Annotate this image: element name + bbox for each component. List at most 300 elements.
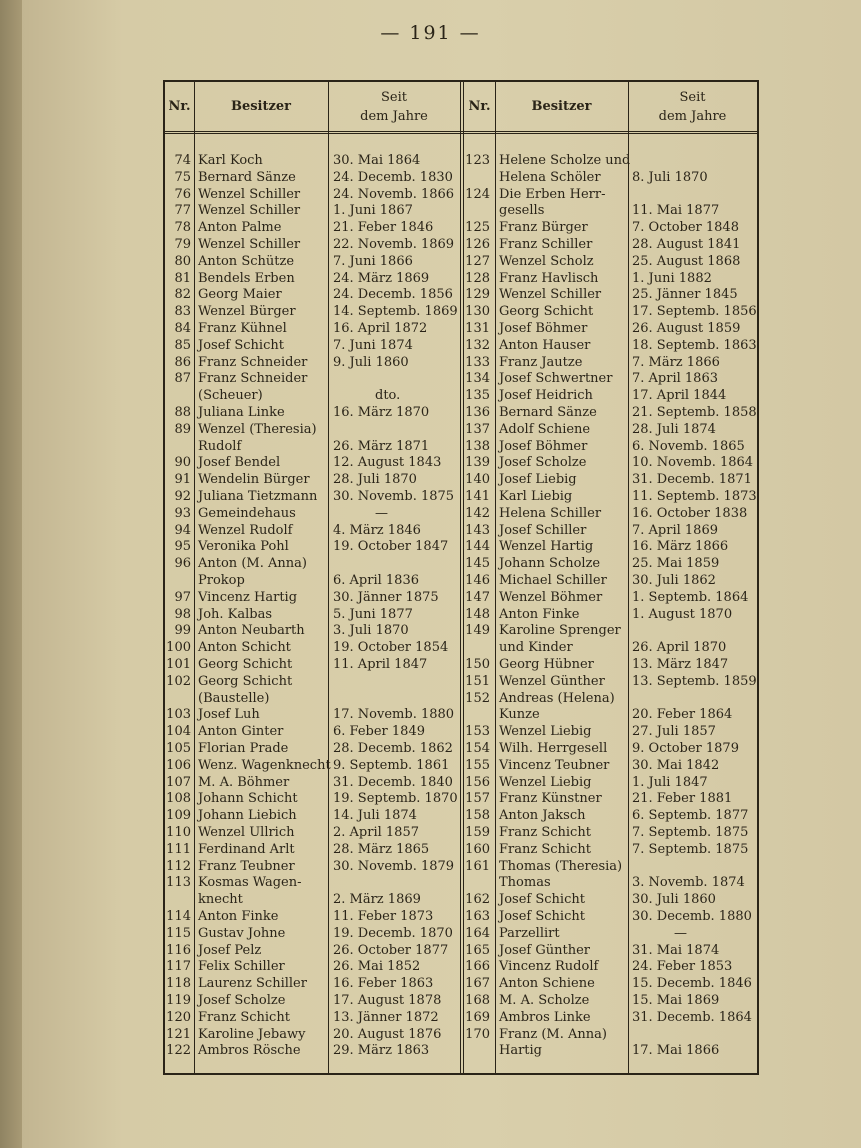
owner-name: Franz Havlisch: [499, 270, 599, 286]
since-date: 3. Juli 1870: [333, 623, 409, 639]
owner-name: Anton Hauser: [499, 337, 591, 353]
table-row: [165, 1009, 757, 1026]
row-number: 139: [465, 455, 490, 471]
row-number: 108: [166, 791, 191, 807]
owner-name: Josef Böhmer: [499, 438, 588, 454]
owner-name: Franz Jautze: [499, 354, 583, 370]
row-number: 79: [174, 237, 191, 252]
since-date: 9. Septemb. 1861: [333, 757, 450, 773]
since-date: 30. Juli 1862: [632, 573, 716, 588]
owner-name: Veronika Pohl: [198, 539, 289, 555]
table-row: [165, 774, 757, 791]
owner-name: Franz Teubner: [198, 858, 295, 874]
row-number: 122: [166, 1043, 191, 1059]
since-date: 21. Septemb. 1858: [632, 405, 757, 420]
owner-name: Franz Bürger: [499, 220, 588, 236]
table-row: [165, 488, 757, 505]
table-row: [165, 874, 757, 891]
since-date: 8. Juli 1870: [632, 169, 708, 185]
since-date: 7. Septemb. 1875: [632, 825, 749, 840]
owner-name: Vincenz Rudolf: [499, 959, 599, 975]
row-number: 123: [465, 153, 490, 168]
since-date: 7. März 1866: [632, 354, 720, 370]
table-row: [165, 505, 757, 522]
owner-name: Ferdinand Arlt: [198, 841, 295, 857]
since-date: 7. April 1869: [632, 522, 718, 538]
row-number: 97: [174, 589, 191, 605]
owner-name: Wenzel Schiller: [198, 203, 301, 219]
since-date: 31. Decemb. 1840: [333, 774, 453, 790]
owner-name: Gustav Johne: [198, 925, 286, 941]
row-number: 109: [166, 808, 191, 824]
header-besitzer-left: Besitzer: [230, 99, 292, 114]
owner-name: Johann Schicht: [198, 791, 298, 807]
owner-name: gesells: [499, 203, 545, 219]
since-date: 26. Mai 1852: [333, 959, 421, 975]
row-number: 144: [465, 539, 490, 555]
since-date: 1. Juni 1867: [333, 203, 413, 219]
since-date: 11. Septemb. 1873: [632, 489, 757, 504]
row-number: 147: [465, 589, 490, 605]
since-date: 28. Juli 1874: [632, 421, 716, 437]
since-date: 24. Feber 1853: [632, 959, 733, 975]
row-number: 135: [465, 388, 490, 404]
row-number: 162: [465, 892, 490, 908]
since-date: 14. Juli 1874: [333, 808, 417, 824]
row-number: 159: [465, 825, 490, 840]
owner-name: Franz Kühnel: [198, 321, 287, 336]
row-number: 151: [465, 673, 490, 689]
since-date: 17. August 1878: [333, 993, 442, 1008]
table-row: [165, 1042, 757, 1059]
owners-table: [163, 80, 759, 1075]
since-date: 19. Septemb. 1870: [333, 791, 458, 807]
table-row: [165, 337, 757, 354]
since-date: 25. Jänner 1845: [632, 287, 738, 303]
owner-name: Josef Schicht: [499, 909, 585, 924]
table-row: [165, 656, 757, 673]
row-number: 169: [465, 1009, 490, 1025]
row-number: 127: [465, 253, 490, 269]
table-row: [165, 858, 757, 875]
owner-name: Helene Scholze und: [499, 153, 631, 168]
since-date: 7. Juni 1866: [333, 253, 413, 269]
owner-name: Wenzel Schiller: [198, 237, 301, 252]
row-number: 148: [465, 606, 490, 622]
row-number: 74: [174, 153, 191, 168]
table-row: [165, 320, 757, 337]
since-date: 31. Mai 1874: [632, 942, 720, 958]
owner-name: M. A. Böhmer: [198, 774, 290, 790]
row-number: 106: [166, 757, 191, 773]
row-number: 118: [166, 976, 191, 992]
owner-name: Thomas (Theresia): [499, 858, 623, 874]
row-number: 124: [465, 186, 490, 202]
table-row: [165, 622, 757, 639]
since-date: 31. Decemb. 1871: [632, 472, 752, 488]
owner-name: Bernard Sänze: [499, 405, 597, 420]
table-row: [165, 606, 757, 623]
row-number: 130: [465, 304, 490, 320]
row-number: 170: [465, 1026, 490, 1042]
since-date: 28. März 1865: [333, 841, 430, 857]
row-number: 158: [465, 808, 490, 824]
since-date: 28. August 1841: [632, 237, 741, 252]
owner-name: Vincenz Teubner: [499, 757, 610, 773]
owner-name: Johann Liebich: [198, 808, 297, 824]
row-number: 165: [465, 942, 490, 958]
row-number: 95: [174, 539, 191, 555]
row-number: 77: [174, 203, 191, 219]
owner-name: und Kinder: [499, 640, 573, 656]
row-number: 132: [465, 337, 490, 353]
row-number: 94: [174, 522, 191, 538]
table-row: [165, 219, 757, 236]
owner-name: Ambros Linke: [499, 1009, 591, 1025]
table-row: [165, 370, 757, 387]
since-date: 6. Feber 1849: [333, 724, 425, 740]
owner-name: Wenzel Bürger: [198, 304, 296, 320]
owner-name: Johann Scholze: [499, 556, 601, 572]
row-number: 88: [174, 405, 191, 420]
since-date: 11. April 1847: [333, 657, 428, 672]
header-nr-right: Nr.: [468, 99, 491, 114]
row-number: 152: [465, 690, 490, 706]
owner-name: Anton Palme: [198, 220, 282, 236]
since-date: 25. August 1868: [632, 253, 741, 269]
row-number: 142: [465, 505, 490, 521]
since-date: 16. März 1866: [632, 539, 729, 555]
row-number: 75: [174, 169, 191, 185]
row-number: 84: [174, 321, 191, 336]
row-number: 104: [166, 724, 191, 740]
since-date: 7. October 1848: [632, 220, 739, 236]
owner-name: Bendels Erben: [198, 270, 295, 286]
since-date: 7. Septemb. 1875: [632, 841, 749, 857]
table-row: [165, 975, 757, 992]
owner-name: Laurenz Schiller: [198, 976, 307, 992]
row-number: 80: [174, 253, 191, 269]
row-number: 143: [465, 522, 490, 538]
owner-name: Josef Pelz: [198, 942, 262, 958]
row-number: 100: [166, 640, 191, 656]
table-row: [165, 639, 757, 656]
owner-name: Anton Schütze: [198, 253, 295, 269]
table-row: [165, 169, 757, 186]
row-number: 150: [465, 657, 490, 672]
owner-name: Karl Koch: [198, 153, 263, 168]
owner-name: Franz Schneider: [198, 354, 308, 370]
table-row: [165, 572, 757, 589]
owner-name: Die Erben Herr-: [499, 186, 606, 202]
owner-name: Franz Schneider: [198, 371, 308, 387]
since-date: 30. Novemb. 1875: [333, 489, 455, 504]
since-date: 19. Decemb. 1870: [333, 925, 453, 941]
since-date: 28. Decemb. 1862: [333, 741, 453, 756]
table-row: [165, 757, 757, 774]
row-number: 120: [166, 1009, 191, 1025]
since-date: 30. Decemb. 1880: [632, 909, 752, 924]
table-row: [165, 354, 757, 371]
owner-name: Georg Schicht: [198, 657, 293, 672]
table-row: [165, 673, 757, 690]
row-number: 102: [166, 673, 191, 689]
since-date: 17. Novemb. 1880: [333, 707, 455, 723]
owner-name: Parzellirt: [499, 925, 560, 941]
owner-name: Josef Böhmer: [499, 321, 588, 336]
since-date: —: [674, 925, 687, 941]
row-number: 103: [166, 707, 191, 723]
row-number: 161: [465, 858, 490, 874]
since-date: 14. Septemb. 1869: [333, 304, 458, 320]
since-date: 15. Decemb. 1846: [632, 976, 752, 992]
header-seit-left: [328, 82, 460, 131]
since-date: 27. Juli 1857: [632, 724, 716, 740]
row-number: 156: [465, 774, 490, 790]
since-date: 2. April 1857: [333, 825, 419, 840]
row-number: 126: [465, 237, 490, 252]
since-date: 20. August 1876: [333, 1026, 442, 1042]
owner-name: Juliana Linke: [198, 405, 285, 420]
row-number: 149: [465, 623, 490, 639]
owner-name: Josef Günther: [499, 942, 590, 958]
owner-name: Georg Schicht: [198, 673, 293, 689]
row-number: 107: [166, 774, 191, 790]
since-date: 22. Novemb. 1869: [333, 237, 455, 252]
row-number: 76: [174, 186, 191, 202]
row-number: 125: [465, 220, 490, 236]
since-date: 24. März 1869: [333, 270, 430, 286]
since-date: 7. April 1863: [632, 371, 718, 387]
row-number: 138: [465, 438, 490, 454]
page-number: — 191 —: [380, 22, 481, 44]
owner-name: Vincenz Hartig: [198, 589, 298, 605]
page-binding-edge: [0, 0, 22, 1148]
row-number: 137: [465, 421, 490, 437]
owner-name: Gemeindehaus: [198, 505, 296, 521]
row-number: 117: [166, 959, 191, 975]
owner-name: Wendelin Bürger: [198, 472, 310, 488]
owner-name: Rudolf: [198, 438, 242, 454]
owner-name: Wenz. Wagenknecht: [198, 757, 331, 773]
row-number: 141: [465, 489, 490, 504]
row-number: 121: [166, 1026, 191, 1042]
row-number: 160: [465, 841, 490, 857]
owner-name: Wenzel Ullrich: [198, 825, 295, 840]
owner-name: Wenzel Liebig: [499, 724, 592, 740]
since-date: 13. März 1847: [632, 657, 729, 672]
owner-name: Wenzel Liebig: [499, 774, 592, 790]
since-date: 17. Septemb. 1856: [632, 304, 757, 320]
owner-name: Karoline Sprenger: [499, 623, 621, 639]
since-date: 28. Juli 1870: [333, 472, 417, 488]
row-number: 83: [174, 304, 191, 320]
owner-name: Franz Schicht: [499, 841, 591, 857]
table-row: [165, 303, 757, 320]
row-number: 110: [166, 825, 191, 840]
table-row: [165, 522, 757, 539]
since-date: 31. Decemb. 1864: [632, 1009, 752, 1025]
row-number: 145: [465, 556, 490, 572]
since-date: 6. Novemb. 1865: [632, 438, 745, 454]
row-number: 82: [174, 287, 191, 303]
since-date: 9. Juli 1860: [333, 354, 409, 370]
since-date: 12. August 1843: [333, 455, 442, 471]
owner-name: (Scheuer): [198, 388, 263, 404]
row-number: 105: [166, 741, 191, 756]
table-row: [165, 387, 757, 404]
table-row: [165, 454, 757, 471]
owner-name: M. A. Scholze: [499, 993, 590, 1008]
owner-name: Franz Künstner: [499, 791, 602, 807]
since-date: 21. Feber 1846: [333, 220, 434, 236]
row-number: 136: [465, 405, 490, 420]
owner-name: Georg Schicht: [499, 304, 594, 320]
owner-name: Kosmas Wagen-: [198, 875, 302, 891]
owner-name: Josef Schicht: [198, 337, 284, 353]
row-number: 91: [174, 472, 191, 488]
header-besitzer-right: Besitzer: [531, 99, 592, 114]
row-number: 128: [465, 270, 490, 286]
since-date: 16. Feber 1863: [333, 976, 434, 992]
table-row: [165, 908, 757, 925]
row-number: 166: [465, 959, 490, 975]
owner-name: Josef Schicht: [499, 892, 585, 908]
owner-name: Wenzel Scholz: [499, 253, 594, 269]
since-date: 18. Septemb. 1863: [632, 337, 757, 353]
table-row: [165, 891, 757, 908]
since-date: 6. Septemb. 1877: [632, 808, 749, 824]
owner-name: Anton Neubarth: [198, 623, 305, 639]
row-number: 87: [174, 371, 191, 387]
since-date: 26. März 1871: [333, 438, 430, 454]
since-date: 13. Septemb. 1859: [632, 673, 757, 689]
owner-name: Wenzel Hartig: [499, 539, 594, 555]
since-date: 26. August 1859: [632, 321, 741, 336]
table-row: [165, 404, 757, 421]
row-number: 81: [174, 270, 191, 286]
table-row: [165, 790, 757, 807]
since-date: 15. Mai 1869: [632, 993, 720, 1008]
row-number: 101: [166, 657, 191, 672]
header-seit-line1: Seit: [381, 89, 407, 105]
owner-name: Franz Schicht: [198, 1009, 290, 1025]
owner-name: Anton Finke: [499, 606, 580, 622]
since-date: 2. März 1869: [333, 892, 421, 908]
since-date: 30. Jänner 1875: [333, 589, 439, 605]
since-date: 1. August 1870: [632, 606, 733, 622]
owner-name: Juliana Tietzmann: [198, 489, 318, 504]
table-row: [165, 270, 757, 287]
table-row: [165, 740, 757, 757]
row-number: 134: [465, 371, 490, 387]
since-date: —: [375, 505, 388, 521]
since-date: 24. Decemb. 1856: [333, 287, 453, 303]
owner-name: Anton Finke: [198, 909, 279, 924]
owner-name: Josef Bendel: [198, 455, 281, 471]
table-row: [165, 286, 757, 303]
row-number: 131: [465, 321, 490, 336]
row-number: 112: [166, 858, 191, 874]
since-date: 19. October 1847: [333, 539, 449, 555]
owner-name: Josef Heidrich: [499, 388, 593, 404]
table-row: [165, 438, 757, 455]
owner-name: Georg Hübner: [499, 657, 594, 672]
since-date: 19. October 1854: [333, 640, 449, 656]
since-date: 21. Feber 1881: [632, 791, 733, 807]
since-date: 17. April 1844: [632, 388, 727, 404]
owner-name: Wenzel Schiller: [198, 186, 301, 202]
table-row: [165, 706, 757, 723]
table-row: [165, 958, 757, 975]
owner-name: Karoline Jebawy: [198, 1026, 306, 1042]
owner-name: Franz Schicht: [499, 825, 591, 840]
row-number: 78: [174, 220, 191, 236]
owner-name: Ambros Rösche: [198, 1043, 301, 1059]
table-row: [165, 841, 757, 858]
owner-name: Josef Scholze: [499, 455, 587, 471]
row-number: 93: [174, 505, 191, 521]
since-date: 3. Novemb. 1874: [632, 875, 745, 891]
row-number: 154: [465, 741, 490, 756]
row-number: 116: [166, 942, 191, 958]
owner-name: Adolf Schiene: [499, 421, 591, 437]
row-number: 113: [166, 875, 191, 891]
row-number: 153: [465, 724, 490, 740]
since-date: 11. Feber 1873: [333, 909, 434, 924]
owner-name: Karl Liebig: [499, 489, 573, 504]
since-date: 25. Mai 1859: [632, 556, 720, 572]
table-row: [165, 538, 757, 555]
owner-name: Bernard Sänze: [198, 169, 296, 185]
header-seit-line2: dem Jahre: [658, 108, 727, 124]
owner-name: Thomas: [499, 875, 551, 891]
since-date: 1. Juni 1882: [632, 270, 712, 286]
table-row: [165, 421, 757, 438]
owner-name: Michael Schiller: [499, 573, 607, 588]
owner-name: Josef Liebig: [499, 472, 577, 488]
table-row: [165, 992, 757, 1009]
owner-name: Wenzel Günther: [499, 673, 605, 689]
owner-name: Hartig: [499, 1043, 543, 1059]
row-number: 90: [174, 455, 191, 471]
owner-name: Josef Schiller: [499, 522, 587, 538]
row-number: 167: [465, 976, 490, 992]
owner-name: Josef Scholze: [198, 993, 286, 1008]
table-row: [165, 824, 757, 841]
since-date: dto.: [375, 388, 401, 404]
owner-name: Franz Schiller: [499, 237, 593, 252]
since-date: 20. Feber 1864: [632, 707, 733, 723]
since-date: 13. Jänner 1872: [333, 1009, 439, 1025]
row-number: 133: [465, 354, 490, 370]
since-date: 29. März 1863: [333, 1043, 430, 1059]
since-date: 30. Mai 1864: [333, 153, 421, 168]
since-date: 26. April 1870: [632, 640, 727, 656]
since-date: 9. October 1879: [632, 741, 739, 756]
since-date: 17. Mai 1866: [632, 1043, 720, 1059]
since-date: 26. October 1877: [333, 942, 449, 958]
since-date: 11. Mai 1877: [632, 203, 720, 219]
owner-name: Helena Schiller: [499, 505, 602, 521]
since-date: 16. October 1838: [632, 505, 748, 521]
owner-name: Prokop: [198, 573, 245, 588]
owner-name: Florian Prade: [198, 741, 289, 756]
owner-name: Wenzel Rudolf: [198, 522, 293, 538]
row-number: 111: [166, 841, 191, 857]
owner-name: Franz (M. Anna): [499, 1026, 607, 1042]
since-date: 4. März 1846: [333, 522, 421, 538]
